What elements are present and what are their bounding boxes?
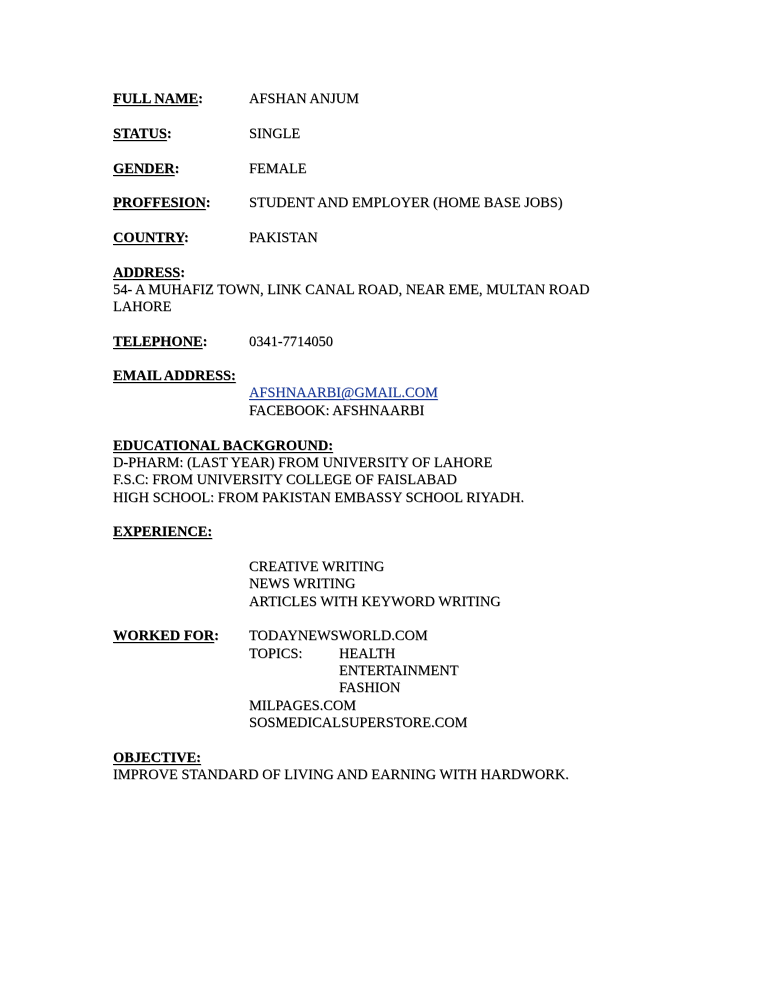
experience-label: EXPERIENCE:	[113, 524, 213, 540]
address-label: ADDRESS:	[113, 265, 185, 281]
address-line-2: LAHORE	[113, 299, 172, 315]
telephone-label: TELEPHONE:	[113, 334, 208, 350]
education-line-3: HIGH SCHOOL: FROM PAKISTAN EMBASSY SCHOOL RIYADH.	[113, 490, 525, 506]
experience-item-2: NEWS WRITING	[249, 576, 356, 592]
status-label: STATUS:	[113, 126, 172, 142]
topic-fashion: FASHION	[339, 680, 401, 696]
topics-label: TOPICS:	[249, 646, 303, 662]
status-value: SINGLE	[249, 126, 301, 142]
worked-for-site-1: TODAYNEWSWORLD.COM	[249, 628, 428, 644]
worked-for-site-2: MILPAGES.COM	[249, 698, 357, 714]
objective-label: OBJECTIVE:	[113, 750, 201, 766]
education-line-1: D-PHARM: (LAST YEAR) FROM UNIVERSITY OF LAHORE	[113, 455, 493, 471]
telephone-value: 0341-7714050	[249, 334, 333, 350]
education-label: EDUCATIONAL BACKGROUND:	[113, 438, 334, 454]
email-label: EMAIL ADDRESS:	[113, 368, 236, 384]
experience-item-1: CREATIVE WRITING	[249, 559, 385, 575]
worked-for-label: WORKED FOR:	[113, 628, 219, 644]
full-name-value: AFSHAN ANJUM	[249, 91, 359, 107]
country-value: PAKISTAN	[249, 230, 318, 246]
topic-entertainment: ENTERTAINMENT	[339, 663, 459, 679]
objective-text: IMPROVE STANDARD OF LIVING AND EARNING WITH HARDWORK.	[113, 767, 569, 783]
facebook-value: FACEBOOK: AFSHNAARBI	[249, 403, 425, 419]
profession-value: STUDENT AND EMPLOYER (HOME BASE JOBS)	[249, 195, 563, 211]
education-line-2: F.S.C: FROM UNIVERSITY COLLEGE OF FAISLABAD	[113, 472, 457, 488]
address-line-1: 54- A MUHAFIZ TOWN, LINK CANAL ROAD, NEAR EME, MULTAN ROAD	[113, 282, 590, 298]
worked-for-site-3: SOSMEDICALSUPERSTORE.COM	[249, 715, 468, 731]
experience-item-3: ARTICLES WITH KEYWORD WRITING	[249, 594, 501, 610]
gender-label: GENDER:	[113, 161, 180, 177]
country-label: COUNTRY:	[113, 230, 189, 246]
full-name-label: FULL NAME:	[113, 91, 203, 107]
topic-health: HEALTH	[339, 646, 396, 662]
gender-value: FEMALE	[249, 161, 307, 177]
email-link[interactable]: AFSHNAARBI@GMAIL.COM	[249, 385, 438, 401]
profession-label: PROFFESION:	[113, 195, 211, 211]
